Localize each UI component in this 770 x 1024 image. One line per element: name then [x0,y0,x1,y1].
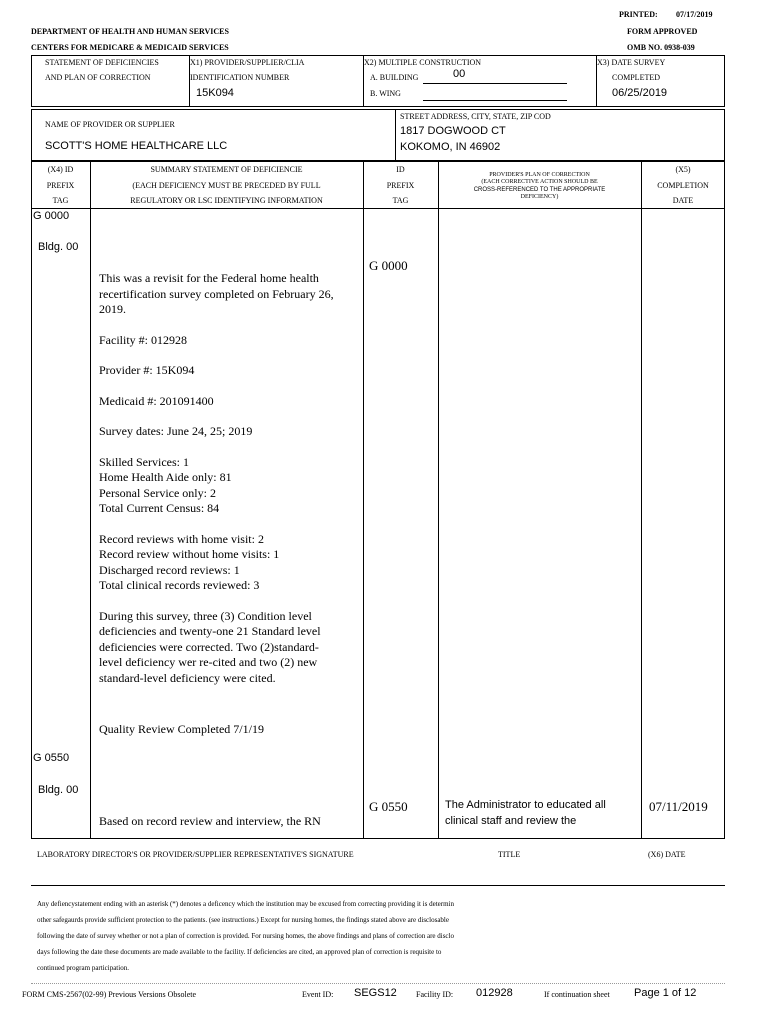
event-id-value: SEGS12 [354,987,397,999]
address-line-2: KOKOMO, IN 46902 [400,141,501,153]
provider-name-value: SCOTT'S HOME HEALTHCARE LLC [45,140,228,152]
continuation-sheet-label: If continuation sheet [544,990,610,999]
deficiencies-paragraph: During this survey, three (3) Condition level deficiencies and twenty-one 21 Standard level deficiencies were corrected. Two (2)standard- level deficiency wer re-cited and two (2) new standard-level deficiency were cited. [99,608,321,685]
provider-name-label: NAME OF PROVIDER OR SUPPLIER [45,120,175,129]
survey-dates: Survey dates: June 24, 25; 2019 [99,424,253,438]
x5-header-1: (X5) [675,165,691,174]
x4-header-1: (X4) ID [47,165,74,174]
provider-clia-value: 15K094 [196,87,234,99]
x5-header-2: COMPLETION [657,181,709,190]
facility-id-label: Facility ID: [416,990,454,999]
bldg-label-2: Bldg. 00 [38,784,79,796]
x4-header-3: TAG [52,196,69,205]
date-survey-value: 06/25/2019 [612,87,668,99]
signature-label: LABORATORY DIRECTOR'S OR PROVIDER/SUPPLIER REPRESENTATIVE'S SIGNATURE [37,850,354,859]
form-number: FORM CMS-2567(02-99) Previous Versions Obsolete [22,990,197,999]
provider-box [31,109,725,161]
date-survey-label-1: X3) DATE SURVEY [597,58,666,67]
address-line-1: 1817 DOGWOOD CT [400,125,506,137]
bldg-label-1: Bldg. 00 [38,241,79,253]
event-id-label: Event ID: [302,990,334,999]
summary-header-3: REGULATORY OR LSC IDENTIFYING INFORMATION [130,196,323,205]
medicaid-number: Medicaid #: 201091400 [99,393,214,408]
form-approved: FORM APPROVED [627,27,698,36]
id-header-2: PREFIX [386,181,415,190]
wing-field [423,86,567,101]
signature-divider [31,885,725,886]
address-label: STREET ADDRESS, CITY, STATE, ZIP COD [400,112,551,121]
disclaimer-text: Any defiencystatement ending with an asterisk (*) denotes a deficency which the institution may be excused from correcting providing it is determin other safegaurds provide sufficient protection to the patients. (see instructions.) Except for nursing homes, the findings stated above are disclosable following the date of survey whether or not a plan of correction is provided. For nursing homes, the above findings and plans of correction are disclo days following the date these documents are made available to the facility. If deficiencies are cited, an approved plan of correction is requisite to continued program participation. [37,900,454,972]
department-title: DEPARTMENT OF HEALTH AND HUMAN SERVICES [31,27,229,36]
id-tag-g0550: G 0550 [369,799,408,814]
completion-date: 07/11/2019 [649,799,708,814]
footer-divider [31,983,725,984]
provider-clia-label-1: X1) PROVIDER/SUPPLIER/CLIA [190,58,305,67]
printed-date: 07/17/2019 [676,10,713,19]
plan-header-1: PROVIDER'S PLAN OF CORRECTION [489,172,590,178]
printed-label: PRINTED: [619,10,658,19]
summary-statement-text [99,271,359,701]
omb-number: OMB NO. 0938-039 [627,43,695,52]
plan-header-2: (EACH CORRECTIVE ACTION SHOULD BE [481,179,598,185]
plan-of-correction-line-2: clinical staff and review the [445,815,577,827]
tag-g0000: G 0000 [33,210,70,222]
summary-header-2: (EACH DEFICIENCY MUST BE PRECEDED BY FULL [132,181,321,190]
centers-title: CENTERS FOR MEDICARE & MEDICAID SERVICES [31,43,229,52]
summary-intro-paragraph: This was a revisit for the Federal home health recertification survey completed on February 26, 2019. [99,271,334,316]
wing-label: B. WING [370,89,401,98]
x6-date-label: (X6) DATE [648,850,686,859]
page-number: Page 1 of 12 [634,987,697,999]
title-label: TITLE [498,850,521,859]
plan-header-3: CROSS-REFERENCED TO THE APPROPRIATE [473,187,606,193]
multiple-construction-label: X2) MULTIPLE CONSTRUCTION [364,58,482,67]
id-tag-g0000: G 0000 [369,258,408,273]
statement-label-1: STATEMENT OF DEFICIENCIES [45,58,159,67]
provider-clia-label-2: IDENTIFICATION NUMBER [190,73,290,82]
facility-id-value: 012928 [476,987,513,999]
building-label: A. BUILDING [370,73,419,82]
record-reviews-paragraph: Record reviews with home visit: 2 Record review without home visits: 1 Discharged record reviews: 1 Total clinical records reviewed: 3 [99,531,280,592]
services-paragraph: Skilled Services: 1 Home Health Aide only: 81 Personal Service only: 2 Total Current Census: 84 [99,454,232,515]
summary-header-1: SUMMARY STATEMENT OF DEFICIENCIE [150,165,303,174]
quality-review: Quality Review Completed 7/1/19 [99,722,264,736]
building-field [423,68,567,84]
based-on-record-text: Based on record review and interview, the RN [99,814,321,828]
id-header-1: ID [396,165,405,174]
statement-label-2: AND PLAN OF CORRECTION [45,73,151,82]
tag-g0550: G 0550 [33,752,70,764]
x4-header-2: PREFIX [46,181,75,190]
provider-number: Provider #: 15K094 [99,363,195,377]
building-value: 00 [453,68,466,80]
id-header-3: TAG [392,196,409,205]
facility-number: Facility #: 012928 [99,332,187,347]
x5-header-3: DATE [672,196,694,205]
date-survey-label-2: COMPLETED [612,73,660,82]
plan-header-4: DEFICIENCY) [520,194,559,200]
plan-of-correction-line-1: The Administrator to educated all [445,799,606,811]
